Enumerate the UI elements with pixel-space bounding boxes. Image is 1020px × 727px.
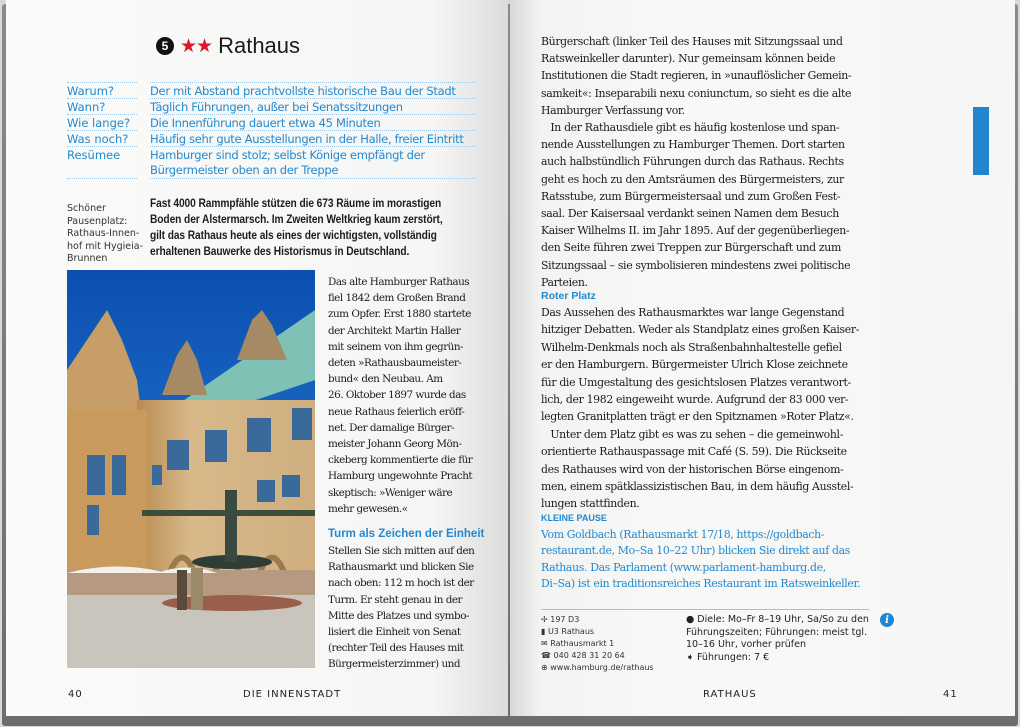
text-line: ● Diele: Mo–Fr 8–19 Uhr, Sa/So zu den xyxy=(686,614,869,625)
text-line: Turm. Er steht genau in der xyxy=(328,593,462,606)
text-line: Parteien. xyxy=(541,275,588,289)
text-line: Das Aussehen des Rathausmarktes war lange Gegenstand xyxy=(541,306,845,319)
break-heading: KLEINE PAUSE xyxy=(541,513,607,523)
text-line: net. Der damalige Bürger- xyxy=(328,421,455,434)
text-line: Fast 4000 Rammpfähle stützen die 673 Räume im morastigen xyxy=(150,196,442,210)
sight-number-badge: 5 xyxy=(156,37,174,55)
text-line: Bürgerschaft (linker Teil des Hauses mit Sitzungssaal und xyxy=(541,35,843,48)
text-line: Sitzungssaal – sie symbolisieren mindestens zwei politische xyxy=(541,258,851,272)
text-line: bund« den Neubau. Am xyxy=(328,373,443,386)
text-line: ✉ Rathausmarkt 1 xyxy=(541,639,615,648)
text-line: restaurant.de, Mo–Sa 10–22 Uhr) blicken Sie direkt auf das xyxy=(541,544,851,558)
body-column-1 xyxy=(328,274,473,517)
text-line: Rathaus-Innen- xyxy=(67,228,140,240)
text-line: Institutionen die Stadt regieren, in »unauflöslicher Gemein- xyxy=(541,69,852,83)
text-line: ⊕ www.hamburg.de/rathaus xyxy=(541,663,654,672)
break-text xyxy=(541,527,860,593)
page-number-left: 40 xyxy=(68,689,83,700)
chapter-tab-marker xyxy=(973,107,989,175)
text-line: Schöner xyxy=(67,203,106,214)
text-line: Wilhelm-Denkmals noch als Straßenbahnhaltestelle gefiel xyxy=(541,340,842,354)
fact-label: Wann? xyxy=(67,98,137,114)
text-line: mit seinem von ihm gegrün- xyxy=(328,340,464,353)
right-page xyxy=(510,0,1015,716)
text-line: Vom Goldbach (Rathausmarkt 17/18, https://goldbach- xyxy=(541,528,825,541)
text-line: fiel 1842 dem Großen Brand xyxy=(328,292,466,305)
text-line: hitziger Debatten. Weder als Standplatz eines großen Kaiser- xyxy=(541,323,860,337)
fact-label: Resümee xyxy=(67,146,137,162)
text-line: zum Opfer. Erst 1880 startete xyxy=(328,308,471,321)
text-line: skeptisch: »Weniger wäre xyxy=(328,486,453,499)
text-line: Ratsweinkeller darunter). Nur gemeinsam können beide xyxy=(541,52,836,66)
text-line: 26. Oktober 1897 wurde das xyxy=(328,389,466,402)
text-line: neue Rathaus feierlich eröff- xyxy=(328,405,465,418)
text-line: orientierte Rathauspassage mit Café (S. 59). Die Rückseite xyxy=(541,445,847,459)
running-head-right: RATHAUS xyxy=(703,689,757,700)
text-line: men, einem spätklassizistischen Bau, in dem häufig Ausstel- xyxy=(541,480,854,494)
text-line: Brunnen xyxy=(67,253,108,265)
page-number-right: 41 xyxy=(943,689,958,700)
info-icon: i xyxy=(880,613,894,627)
info-address-list xyxy=(541,614,654,674)
fact-label: Wie lange? xyxy=(67,114,137,130)
page-title: Rathaus xyxy=(218,33,301,58)
text-line: lisiert die Einheit von Senat xyxy=(328,626,461,639)
text-line: Hamburg ungewohnte Pracht xyxy=(328,470,473,483)
fact-label xyxy=(67,162,137,178)
text-line: In der Rathausdiele gibt es häufig kostenlose und span- xyxy=(541,121,840,135)
text-line: ☎ 040 428 31 20 64 xyxy=(541,651,625,660)
text-line: lich, der 1982 eingeweiht wurde. Aufgrund der 83 000 ver- xyxy=(541,393,849,407)
fact-row xyxy=(67,146,475,162)
photo-caption xyxy=(67,203,143,266)
text-line: Führungszeiten; Führungen: meist tgl. xyxy=(686,626,868,638)
text-line: meister Johann Georg Mön- xyxy=(328,438,462,451)
fact-value: Der mit Abstand prachtvollste historische Bau der Stadt xyxy=(150,82,475,98)
facts-table xyxy=(67,82,475,179)
text-line: Rathaus. Das Parlament (www.parlament-hamburg.de, xyxy=(541,560,826,574)
text-line: 10–16 Uhr, vorher prüfen xyxy=(686,639,806,651)
text-line: er den Hamburgern. Bürgermeister Ulrich Klose zeichnete xyxy=(541,358,848,372)
text-line: der Architekt Martin Haller xyxy=(328,324,461,337)
fact-row xyxy=(67,98,475,114)
text-line: samkeit«: Inseparabili nexu coniunctum, so sieht es die alte xyxy=(541,86,852,100)
fact-row-continued xyxy=(67,162,475,178)
running-head-left: DIE INNENSTADT xyxy=(243,689,342,700)
section-heading-tower: Turm als Zeichen der Einheit xyxy=(328,528,485,540)
text-line: legten Granitplatten trägt er den Spitznamen »Roter Platz«. xyxy=(541,410,854,424)
text-line: Stellen Sie sich mitten auf den xyxy=(328,545,475,557)
text-line: (rechter Teil des Hauses mit xyxy=(328,642,464,655)
text-line: geht es hoch zu den Amtsräumen des Bürgermeisters, zur xyxy=(541,172,844,186)
text-line: Pausenplatz: xyxy=(67,215,128,227)
text-line: hof mit Hygieia- xyxy=(67,240,144,252)
text-line: ➧ Führungen: 7 € xyxy=(686,651,770,663)
text-line: ckeberg kommentierte die für xyxy=(328,454,473,467)
text-line: mehr gewesen.« xyxy=(328,502,408,515)
fact-value: Hamburger sind stolz; selbst Könige empfängt der xyxy=(150,146,475,162)
text-line: den Seite führen zwei Treppen zur Bürgerschaft und zum xyxy=(541,241,841,255)
text-line: ▮ U3 Rathaus xyxy=(541,627,595,636)
fact-value: Die Innenführung dauert etwa 45 Minuten xyxy=(150,114,475,130)
fact-row xyxy=(67,114,475,130)
fact-row xyxy=(67,130,475,146)
sight-title xyxy=(156,33,300,59)
text-line: Bürgermeisterzimmer) und xyxy=(328,658,461,671)
text-line: Das alte Hamburger Rathaus xyxy=(328,276,470,288)
text-line: Mitte des Platzes und symbo- xyxy=(328,609,469,622)
intro-text xyxy=(150,195,443,259)
info-divider xyxy=(541,609,869,610)
text-line: Unter dem Platz gibt es was zu sehen – die gemeinwohl- xyxy=(541,427,844,441)
info-opening-hours xyxy=(686,614,869,664)
body-column-2 xyxy=(328,543,473,673)
fact-value: Häufig sehr gute Ausstellungen in der Halle, freier Eintritt xyxy=(150,130,475,146)
text-line: Boden der Alstermarsch. Im Zweiten Weltkrieg kaum zerstört, xyxy=(150,212,443,226)
fact-value: Täglich Führungen, außer bei Senatssitzungen xyxy=(150,98,475,114)
body-text-right xyxy=(541,33,851,291)
text-line: auch halbstündlich Führungen durch das Rathaus. Rechts xyxy=(541,155,844,169)
left-page xyxy=(6,0,508,716)
facts-bottom-rule xyxy=(67,178,475,179)
fact-value: Bürgermeister oben an der Treppe xyxy=(150,163,339,177)
text-line: gilt das Rathaus heute als eines der wichtigsten, vollständig xyxy=(150,228,437,242)
fact-row xyxy=(67,82,475,98)
text-line: Di–Sa) ist ein traditionsreiches Restaurant im Ratsweinkeller. xyxy=(541,577,861,591)
section-heading-roter-platz: Roter Platz xyxy=(541,290,596,302)
text-line: nende Ausstellungen zu Hamburger Themen. Dort starten xyxy=(541,138,845,152)
text-line: lungen stattfinden. xyxy=(541,497,640,511)
text-line: für die Umgestaltung des gesichtslosen Platzes verantwort- xyxy=(541,375,851,389)
fact-label: Warum? xyxy=(67,82,137,98)
text-line: deten »Rathausbaumeister- xyxy=(328,357,462,370)
text-line: ✢ 197 D3 xyxy=(541,615,580,624)
text-line: Ratsstube, zum Bürgermeistersaal und zum Großen Fest- xyxy=(541,189,841,203)
rating-stars-icon: ★★ xyxy=(180,35,213,57)
text-line: Hamburger Verfassung vor. xyxy=(541,103,685,117)
text-line: nach oben: 112 m hoch ist der xyxy=(328,577,474,590)
rathaus-courtyard-photo xyxy=(67,270,315,668)
text-line: erhaltenen Bauwerke des Historismus in Deutschland. xyxy=(150,244,410,258)
text-line: Rathausmarkt und blicken Sie xyxy=(328,561,474,574)
text-line: des Rathauses wird von der historischen Börse eingenom- xyxy=(541,462,844,476)
fact-label: Was noch? xyxy=(67,130,137,146)
text-line: Kaiser Wilhelms II. im Jahr 1895. Auf der gegenüberliegen- xyxy=(541,224,850,238)
text-line: saal. Der Kaisersaal verdankt seinen Namen dem Besuch xyxy=(541,207,839,221)
body-text-roter-platz xyxy=(541,304,859,513)
